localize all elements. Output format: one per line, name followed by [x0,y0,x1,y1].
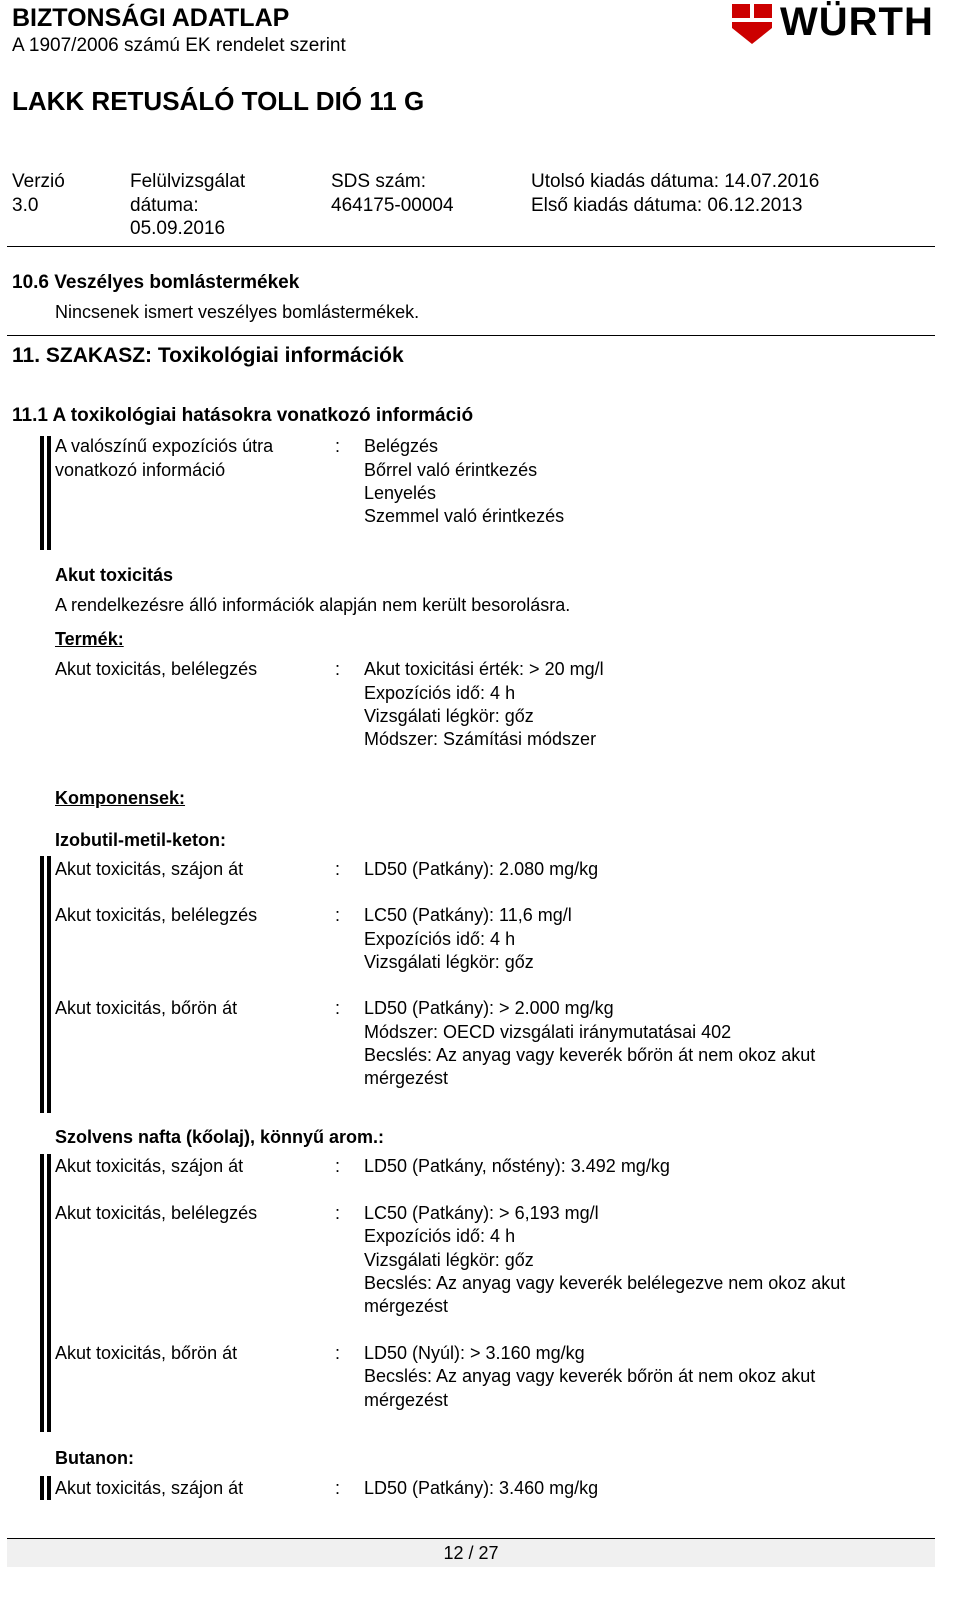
dermal-toxicity-value: mérgezést [364,1068,449,1088]
colon: : [335,905,341,925]
oral-toxicity-value: LD50 (Patkány, nőstény): 3.492 mg/kg [364,1156,670,1176]
dermal-toxicity-value: Módszer: OECD vizsgálati iránymutatásai 402 [364,1022,732,1042]
exposure-route: Lenyelés [364,483,437,503]
components-heading: Komponensek: [55,788,186,808]
change-bar [40,1476,44,1500]
oral-toxicity-label: Akut toxicitás, szájon át [55,1156,244,1176]
product-row-value: Expozíciós idő: 4 h [364,683,516,703]
last-issue-date: Utolsó kiadás dátuma: 14.07.2016 [531,171,820,192]
dermal-toxicity-value: mérgezést [364,1390,449,1410]
component-name: Szolvens nafta (kőolaj), könnyű arom.: [55,1127,385,1147]
exposure-route: Bőrrel való érintkezés [364,460,538,480]
oral-toxicity-value: LD50 (Patkány): 3.460 mg/kg [364,1478,599,1498]
oral-toxicity-label: Akut toxicitás, szájon át [55,859,244,879]
colon: : [335,1156,341,1176]
colon: : [335,1478,341,1498]
dermal-toxicity-label: Akut toxicitás, bőrön át [55,998,238,1018]
dermal-toxicity-value: LD50 (Patkány): > 2.000 mg/kg [364,998,614,1018]
oral-toxicity-label: Akut toxicitás, szájon át [55,1478,244,1498]
change-bar [40,1154,44,1432]
change-bar [47,1154,51,1432]
colon: : [335,1343,341,1363]
revision-label-2: dátuma: [130,195,199,216]
inhalation-toxicity-label: Akut toxicitás, belélegzés [55,1203,258,1223]
dermal-toxicity-value: Becslés: Az anyag vagy keverék bőrön át nem okoz akut [364,1045,816,1065]
dermal-toxicity-value: LD50 (Nyúl): > 3.160 mg/kg [364,1343,585,1363]
acute-toxicity-heading: Akut toxicitás [55,565,174,585]
change-bar [40,436,44,550]
change-bar [47,436,51,550]
product-row-value: Akut toxicitási érték: > 20 mg/l [364,659,604,679]
section-divider [7,335,935,336]
product-row-value: Módszer: Számítási módszer [364,729,597,749]
version-value: 3.0 [12,195,39,216]
sds-label: SDS szám: [331,171,427,192]
document-title: BIZTONSÁGI ADATLAP [12,4,290,32]
colon: : [335,436,341,456]
section-11-heading: 11. SZAKASZ: Toxikológiai információk [12,344,404,367]
regulation-subtitle: A 1907/2006 számú EK rendelet szerint [12,35,346,56]
wurth-logo [730,2,935,48]
sds-number: 464175-00004 [331,195,454,216]
inhalation-toxicity-value: LC50 (Patkány): 11,6 mg/l [364,905,572,925]
exposure-route: Szemmel való érintkezés [364,506,565,526]
inhalation-toxicity-value: Expozíciós idő: 4 h [364,1226,516,1246]
inhalation-toxicity-value: Vizsgálati légkör: gőz [364,952,534,972]
dermal-toxicity-value: Becslés: Az anyag vagy keverék bőrön át nem okoz akut [364,1366,816,1386]
oral-toxicity-value: LD50 (Patkány): 2.080 mg/kg [364,859,599,879]
exposure-label-2: vonatkozó információ [55,460,226,480]
exposure-route: Belégzés [364,436,439,456]
acute-toxicity-text: A rendelkezésre álló információk alapján nem került besorolásra. [55,595,571,615]
section-10-6-text: Nincsenek ismert veszélyes bomlástermékek. [55,302,420,322]
header-divider [7,246,935,247]
first-issue-date: Első kiadás dátuma: 06.12.2013 [531,195,803,216]
dermal-toxicity-label: Akut toxicitás, bőrön át [55,1343,238,1363]
inhalation-toxicity-label: Akut toxicitás, belélegzés [55,905,258,925]
section-11-1-heading: 11.1 A toxikológiai hatásokra vonatkozó információ [12,405,474,426]
colon: : [335,659,341,679]
revision-label: Felülvizsgálat [130,171,246,192]
inhalation-toxicity-value: Expozíciós idő: 4 h [364,929,516,949]
revision-date: 05.09.2016 [130,218,226,239]
product-heading: Termék: [55,629,124,649]
inhalation-toxicity-value: Becslés: Az anyag vagy keverék belélegezve nem okoz akut [364,1273,846,1293]
wurth-emblem-icon [730,2,774,46]
exposure-label: A valószínű expozíciós útra [55,436,274,456]
change-bar [47,856,51,1113]
version-label: Verzió [12,171,65,192]
product-name: LAKK RETUSÁLÓ TOLL DIÓ 11 G [12,86,425,116]
product-row-label: Akut toxicitás, belélegzés [55,659,258,679]
change-bar [40,856,44,1113]
inhalation-toxicity-value: Vizsgálati légkör: gőz [364,1250,534,1270]
change-bar [47,1476,51,1500]
component-name: Butanon: [55,1448,134,1468]
colon: : [335,859,341,879]
inhalation-toxicity-value: LC50 (Patkány): > 6,193 mg/l [364,1203,599,1223]
component-name: Izobutil-metil-keton: [55,830,226,850]
colon: : [335,1203,341,1223]
inhalation-toxicity-value: mérgezést [364,1296,449,1316]
section-10-6-heading: 10.6 Veszélyes bomlástermékek [12,272,300,293]
product-row-value: Vizsgálati légkör: gőz [364,706,534,726]
page-number: 12 / 27 [443,1543,499,1563]
colon: : [335,998,341,1018]
wurth-logo-text: WÜRTH [780,0,934,44]
